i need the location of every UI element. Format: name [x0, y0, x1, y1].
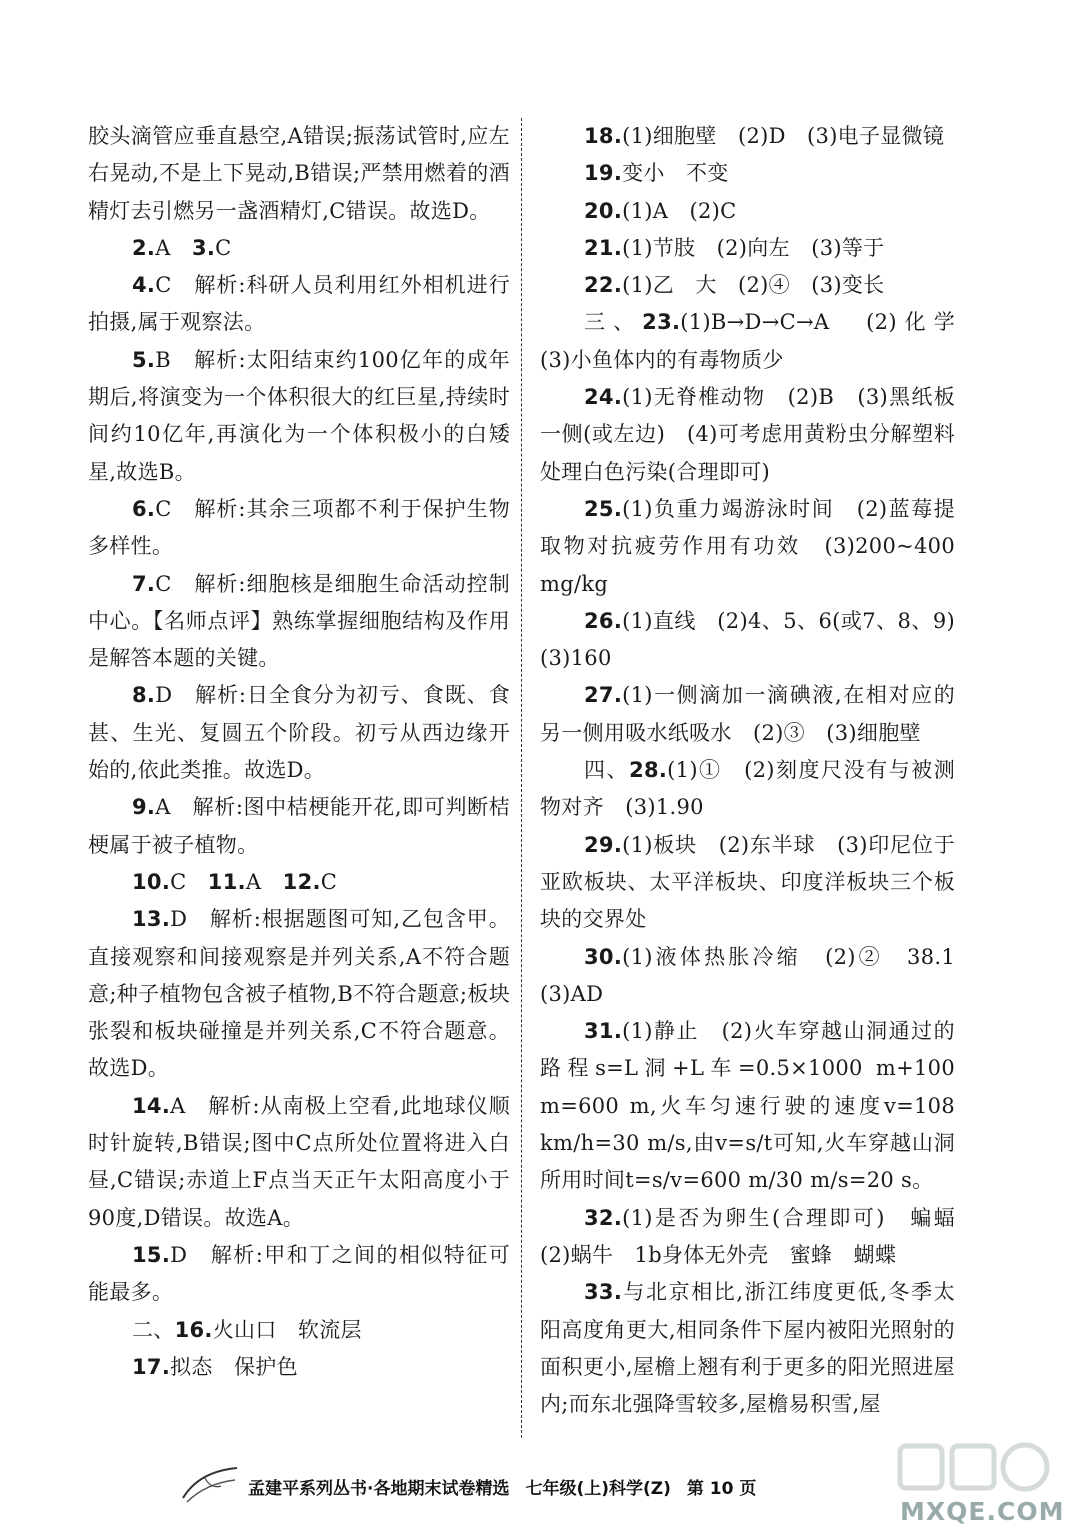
answer-20: 20.(1)A (2)C [584, 198, 737, 223]
page-number: 第 10 页 [686, 1478, 757, 1499]
answer-22: 22.(1)乙 大 (2)④ (3)变长 [584, 273, 885, 298]
left-column [88, 118, 510, 1386]
column-divider [521, 118, 522, 1438]
answer-26: 26.(1)直线 (2)4、5、6(或7、8、9) (3)160 [540, 608, 977, 671]
answer-29: 29.(1)板块 (2)东半球 (3)印尼位于亚欧板块、太平洋板块、印度洋板块三个板块的交界处 [540, 832, 955, 932]
series-title: 孟建平系列丛书·各地期末试卷精选 [248, 1478, 510, 1499]
answer-8: 8.D 解析:日全食分为初亏、食既、食甚、生光、复圆五个阶段。初亏从西边缘开始的,依此类推。故选D。 [88, 683, 510, 783]
answer-block: 胶头滴管应垂直悬空,A错误;振荡试管时,应左右晃动,不是上下晃动,B错误;严禁用燃着的酒精灯去引燃另一盏酒精灯,C错误。故选D。 [88, 124, 510, 223]
answer-6: 6.C 解析:其余三项都不利于保护生物多样性。 [88, 496, 510, 559]
answer-30: 30.(1)液体热胀冷缩 (2)② 38.1 (3)AD [540, 944, 977, 1006]
right-column [540, 118, 977, 1423]
answer-4: 4.C 解析:科研人员利用红外相机进行拍摄,属于观察法。 [88, 273, 510, 335]
answer-9: 9.A 解析:图中桔梗能开花,即可判断桔梗属于被子植物。 [88, 795, 510, 857]
answer-31: 31.(1)静止 (2)火车穿越山洞通过的路程s=L洞+L车=0.5×1000 m+100 m=600 m,火车匀速行驶的速度v=108 km/h=30 m/s,由v=s/t可知,火车穿越山洞所用时间t=s/v=600 m/30 m/s=20 s。 [540, 1019, 955, 1193]
answer-27: 27.(1)一侧滴加一滴碘液,在相对应的另一侧用吸水纸吸水 (2)③ (3)细胞壁 [540, 683, 955, 745]
watermark-text: MXQE.COM [900, 1497, 1065, 1526]
answer-2-3: 2.A 3.C [132, 235, 232, 260]
answer-21: 21.(1)节肢 (2)向左 (3)等于 [584, 235, 885, 260]
answer-25: 25.(1)负重力竭游泳时间 (2)蓝莓提取物对抗疲劳作用有功效 (3)200~400 mg/kg [540, 496, 955, 596]
answer-24: 24.(1)无脊椎动物 (2)B (3)黑纸板一侧(或左边) (4)可考虑用黄粉虫分解塑料处理白色污染(合理即可) [540, 385, 955, 484]
answer-17: 17.拟态 保护色 [132, 1354, 298, 1379]
answer-15: 15.D 解析:甲和丁之间的相似特征可能最多。 [88, 1242, 510, 1305]
answer-10-12: 10.C 11.A 12.C [132, 869, 338, 894]
answer-19: 19.变小 不变 [584, 161, 729, 186]
page-footer [170, 1466, 756, 1506]
answer-7: 7.C 解析:细胞核是细胞生命活动控制中心。【名师点评】熟练掌握细胞结构及作用是解答本题的关键。 [88, 571, 510, 671]
answer-5: 5.B 解析:太阳结束约100亿年的成年期后,将演变为一个体积很大的红巨星,持续时间约10亿年,再演化为一个体积极小的白矮星,故选B。 [88, 347, 510, 484]
answer-28: 四、28.(1)① (2)刻度尺没有与被测物对齐 (3)1.90 [540, 758, 955, 820]
answer-23: 三、23.(1)B→D→C→A (2)化学 (3)小鱼体内的有毒物质少 [540, 310, 977, 372]
answer-14: 14.A 解析:从南极上空看,此地球仪顺时针旋转,B错误;图中C点所处位置将进入白昼,C错误;赤道上F点当天正午太阳高度小于90度,D错误。故选A。 [88, 1093, 510, 1230]
answer-18: 18.(1)细胞壁 (2)D (3)电子显微镜 [584, 124, 945, 148]
grade-subject: 七年级(上)科学(Z) [525, 1478, 671, 1499]
answer-33: 33.与北京相比,浙江纬度更低,冬季太阳高度角更大,相同条件下屋内被阳光照射的面积更小,屋檐上翘有利于更多的阳光照进屋内;而东北强降雪较多,屋檐易积雪,屋 [540, 1280, 955, 1417]
answer-13: 13.D 解析:根据题图可知,乙包含甲。直接观察和间接观察是并列关系,A不符合题意;种子植物包含被子植物,B不符合题意;板块张裂和板块碰撞是并列关系,C不符合题意。故选D。 [88, 907, 510, 1081]
answer-16: 二、16.火山口 软流层 [132, 1317, 362, 1342]
answer-32: 32.(1)是否为卵生(合理即可) 蝙蝠 (2)蜗牛 1b身体无外壳 蜜蜂 蝴蝶 [540, 1205, 977, 1267]
